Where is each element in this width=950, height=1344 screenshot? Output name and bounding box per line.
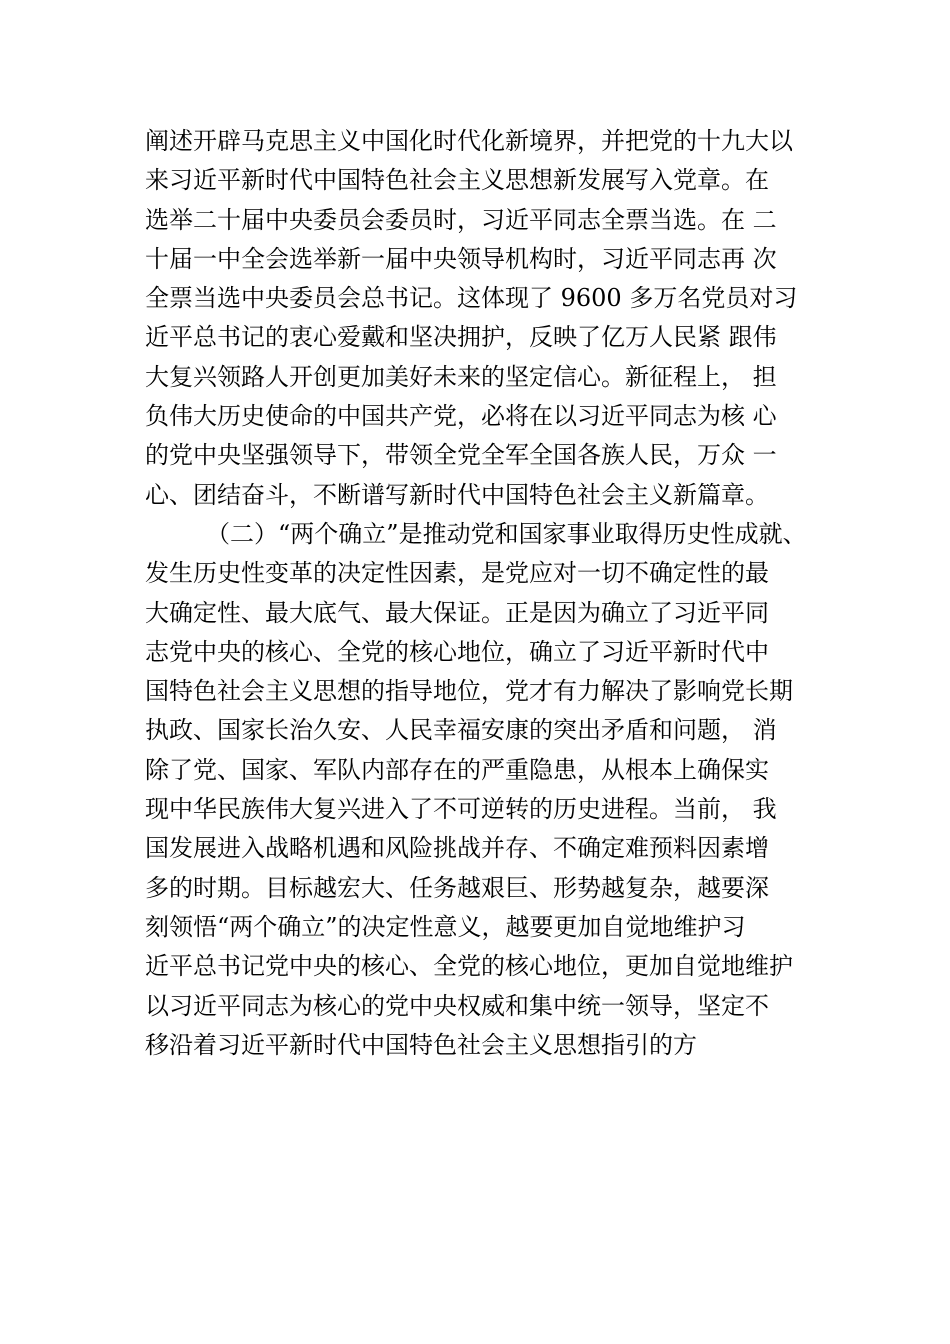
text-line: 大确定性、最大底气、最大保证。正是因为确立了习近平同 xyxy=(145,598,769,627)
text-line: 国发展进入战略机遇和风险挑战并存、不确定难预料因素增 xyxy=(145,834,769,863)
text-line: 以习近平同志为核心的党中央权威和集中统一领导，坚定不 xyxy=(145,991,769,1020)
text-line: 现中华民族伟大复兴进入了不可逆转的历史进程。当前， 我 xyxy=(145,795,777,824)
text-line: 志党中央的核心、全党的核心地位，确立了习近平新时代中 xyxy=(145,637,769,666)
text-line: 来习近平新时代中国特色社会主义思想新发展写入党章。在 xyxy=(145,166,769,195)
text-line: 十届一中全会选举新一届中央领导机构时，习近平同志再 次 xyxy=(145,244,777,273)
text-line: 发生历史性变革的决定性因素，是党应对一切不确定性的最 xyxy=(145,559,769,588)
text-line: 多的时期。目标越宏大、任务越艰巨、形势越复杂，越要深 xyxy=(145,873,769,902)
text-line: 近平总书记的衷心爱戴和坚决拥护，反映了亿万人民紧 跟伟 xyxy=(145,323,777,352)
text-line: 移沿着习近平新时代中国特色社会主义思想指引的方 xyxy=(145,1030,697,1059)
text-line: 除了党、国家、军队内部存在的严重隐患，从根本上确保实 xyxy=(145,755,769,784)
text-line: 全票当选中央委员会总书记。这体现了 9600 多万名党员对习 xyxy=(145,284,798,313)
text-line: 国特色社会主义思想的指导地位，党才有力解决了影响党长期 xyxy=(145,677,793,706)
text-line: （二）“两个确立”是推动党和国家事业取得历史性成就、 xyxy=(145,520,807,548)
text-line: 负伟大历史使命的中国共产党，必将在以习近平同志为核 心 xyxy=(145,402,777,431)
text-line: 的党中央坚强领导下，带领全党全军全国各族人民，万众 一 xyxy=(145,441,777,470)
text-line: 阐述开辟马克思主义中国化时代化新境界，并把党的十九大以 xyxy=(145,127,793,155)
text-line: 选举二十届中央委员会委员时，习近平同志全票当选。在 二 xyxy=(145,205,777,234)
paragraph-1 xyxy=(145,122,845,515)
text-line: 心、团结奋斗，不断谱写新时代中国特色社会主义新篇章。 xyxy=(145,480,769,509)
paragraph-2 xyxy=(145,515,845,1065)
text-line: 近平总书记党中央的核心、全党的核心地位，更加自觉地维护 xyxy=(145,952,793,981)
text-line: 大复兴领路人开创更加美好未来的坚定信心。新征程上， 担 xyxy=(145,362,777,391)
text-line: 执政、国家长治久安、人民幸福安康的突出矛盾和问题， 消 xyxy=(145,716,777,745)
text-line: 刻领悟“两个确立”的决定性意义，越要更加自觉地维护习 xyxy=(145,912,746,941)
